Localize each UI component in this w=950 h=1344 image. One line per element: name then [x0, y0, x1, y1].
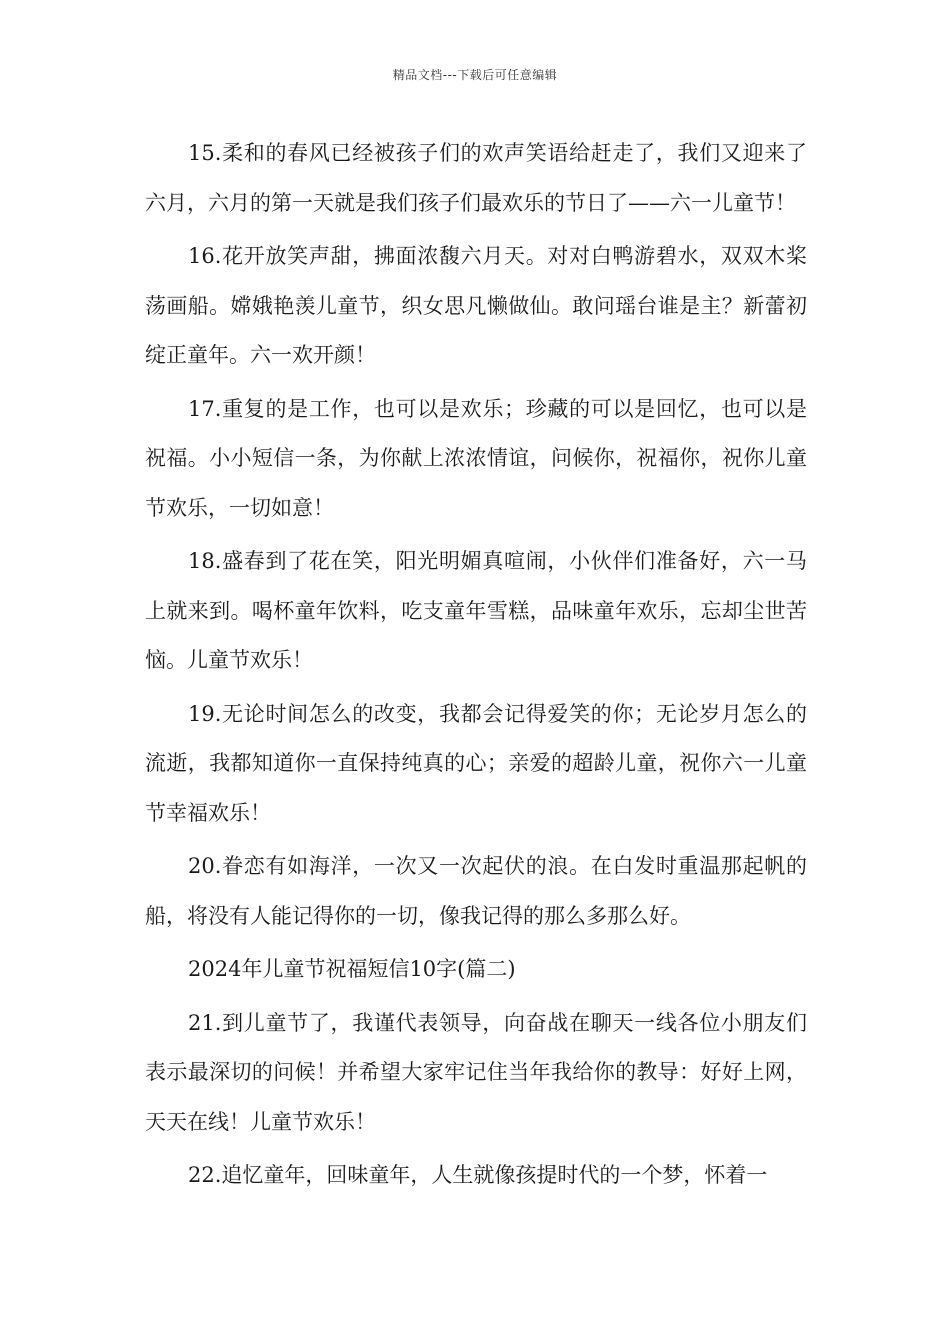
paragraph-20: 20.眷恋有如海洋，一次又一次起伏的浪。在白发时重温那起帆的船，将没有人能记得你的一切，像我记得的那么多那么好。 — [145, 854, 807, 928]
paragraph-15: 15.柔和的春风已经被孩子们的欢声笑语给赶走了，我们又迎来了六月，六月的第一天就是我们孩子们最欢乐的节日了——六一儿童节！ — [145, 141, 807, 215]
paragraph-16: 16.花开放笑声甜，拂面浓馥六月天。对对白鸭游碧水，双双木桨荡画船。嫦娥艳羡儿童节，织女思凡懒做仙。敢问瑶台谁是主？新蕾初绽正童年。六一欢开颜！ — [145, 244, 807, 367]
page-header: 精品文档---下载后可任意编辑 — [392, 68, 558, 82]
section-heading: 2024年儿童节祝福短信10字(篇二) — [188, 957, 516, 981]
paragraph-18: 18.盛春到了花在笑，阳光明媚真喧闹，小伙伴们准备好，六一马上就来到。喝杯童年饮料，吃支童年雪糕，品味童年欢乐，忘却尘世苦恼。儿童节欢乐！ — [145, 549, 807, 672]
paragraph-21: 21.到儿童节了，我谨代表领导，向奋战在聊天一线各位小朋友们表示最深切的问候！并希望大家牢记住当年我给你的教导：好好上网，天天在线！儿童节欢乐！ — [145, 1010, 807, 1134]
document-body — [145, 129, 807, 1205]
paragraph-19: 19.无论时间怎么的改变，我都会记得爱笑的你；无论岁月怎么的流逝，我都知道你一直保持纯真的心；亲爱的超龄儿童，祝你六一儿童节幸福欢乐！ — [145, 701, 807, 825]
paragraph-22: 22.追忆童年，回味童年，人生就像孩提时代的一个梦，怀着一 — [188, 1163, 768, 1187]
paragraph-17: 17.重复的是工作，也可以是欢乐；珍藏的可以是回忆，也可以是祝福。小小短信一条，为你献上浓浓情谊，问候你，祝福你，祝你儿童节欢乐，一切如意！ — [145, 396, 807, 520]
